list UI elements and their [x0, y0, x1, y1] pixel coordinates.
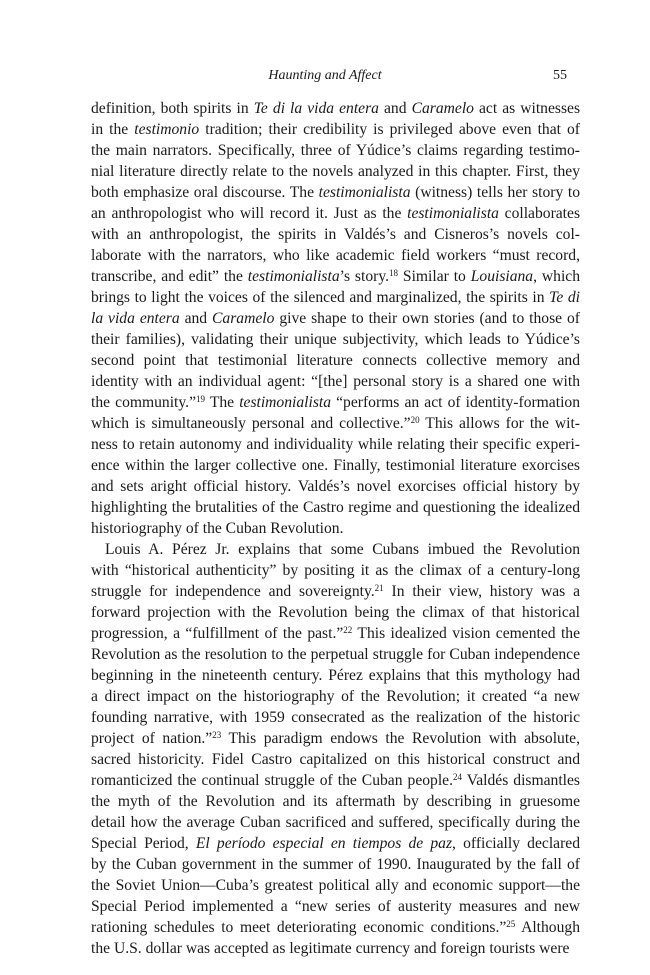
text-run: , officially declared [452, 835, 580, 852]
text-line [91, 917, 580, 938]
text-line [91, 140, 580, 161]
text-line [91, 224, 580, 245]
text-line [91, 644, 580, 665]
italic-text: Te di la vida entera [253, 100, 379, 117]
text-line [91, 518, 580, 539]
text-run: nial literature directly relate to the novels analyzed in this chapter. First, they [91, 163, 580, 180]
text-line [91, 560, 580, 581]
italic-text: la vida entera [91, 310, 180, 327]
text-run: , which [533, 268, 580, 285]
italic-text: testimonialista [407, 205, 499, 222]
italic-text: El período especial en tiempos de paz [195, 835, 453, 852]
text-run: project of nation.” [91, 730, 213, 747]
text-line [91, 308, 580, 329]
text-run: struggle for independence and sovereignty. [91, 583, 375, 600]
text-run: second point that testimonial literature connects collective memory and [91, 352, 580, 369]
footnote-ref: 22 [343, 625, 353, 636]
italic-text: Te di [549, 289, 580, 306]
text-run: the Soviet Union—Cuba’s greatest political ally and economic support—the [91, 877, 580, 894]
text-line [91, 833, 580, 854]
text-run: the U.S. dollar was accepted as legitimate currency and foreign tourists were [91, 940, 570, 957]
text-run: (witness) tells her story to [410, 184, 580, 201]
text-run: and [179, 310, 213, 327]
text-run: ’s story. [339, 268, 390, 285]
text-run: and [378, 100, 412, 117]
text-line [91, 392, 580, 413]
text-run: with “historical authenticity” by positing it as the climax of a century-long [91, 562, 580, 579]
text-line [91, 707, 580, 728]
text-run: This idealized vision cemented the [352, 625, 580, 642]
text-run: forward projection with the Revolution being the climax of that historical [91, 604, 580, 621]
text-run: beginning in the nineteenth century. Pérez explains that this mythology had [91, 667, 580, 684]
text-run: in the [91, 121, 135, 138]
text-line [91, 434, 580, 455]
text-run: Similar to [398, 268, 471, 285]
footnote-ref: 18 [389, 268, 399, 279]
text-line [91, 371, 580, 392]
text-line [91, 287, 580, 308]
text-line [91, 854, 580, 875]
italic-text: testimonialista [318, 184, 411, 201]
text-run: Revolution as the resolution to the perpetual struggle for Cuban independence [91, 646, 580, 663]
text-run: transcribe, and edit” the [91, 268, 248, 285]
text-line [91, 455, 580, 476]
text-line [91, 623, 580, 644]
text-run: with an anthropologist, the spirits in Valdés’s and Cisneros’s novels col- [91, 226, 580, 243]
text-line [91, 245, 580, 266]
text-line [91, 749, 580, 770]
text-line [91, 203, 580, 224]
text-line [91, 665, 580, 686]
text-line [91, 350, 580, 371]
text-run: progression, a “fulfillment of the past.” [91, 625, 344, 642]
text-line [91, 98, 580, 119]
text-run: This allows for the wit- [419, 415, 580, 432]
text-run: a direct impact on the historiography of the Revolution; it created “a new [91, 688, 580, 705]
footnote-ref: 23 [212, 730, 222, 741]
text-run: the community.” [91, 394, 196, 411]
running-title: Haunting and Affect [268, 68, 382, 83]
text-run: their families), validating their unique subjectivity, which leads to Yúdice’s [91, 331, 580, 348]
text-run: historiography of the Cuban Revolution. [91, 520, 344, 537]
text-line [91, 791, 580, 812]
text-line [91, 413, 580, 434]
text-run: the myth of the Revolution and its aftermath by describing in gruesome [91, 793, 580, 810]
text-line [91, 770, 580, 791]
text-run: collaborates [498, 205, 580, 222]
italic-text: testimonio [134, 121, 200, 138]
text-line [91, 329, 580, 350]
footnote-ref: 21 [374, 583, 384, 594]
text-run: ence within the larger collective one. Finally, testimonial literature exorcises [91, 457, 580, 474]
text-run: tradition; their credibility is privileged above even that of [199, 121, 580, 138]
text-run: brings to light the voices of the silenced and marginalized, the spirits in [91, 289, 550, 306]
text-run: and sets aright official history. Valdés’s novel exorcises official history by [91, 478, 580, 495]
italic-text: Caramelo [411, 100, 474, 117]
text-run: the main narrators. Specifically, three of Yúdice’s claims regarding testimo- [91, 142, 580, 159]
footnote-ref: 25 [506, 919, 516, 930]
text-run: an anthropologist who will record it. Just as the [91, 205, 408, 222]
text-line [91, 581, 580, 602]
footnote-ref: 24 [452, 772, 462, 783]
text-run: “performs an act of identity-formation [331, 394, 580, 411]
text-line [91, 812, 580, 833]
text-line [91, 161, 580, 182]
text-run: identity with an individual agent: “[the] personal story is a shared one with [91, 373, 580, 390]
text-run: which is simultaneously personal and collective.” [91, 415, 411, 432]
text-line [91, 266, 580, 287]
text-line [91, 875, 580, 896]
footnote-ref: 19 [196, 394, 205, 405]
text-run: Louis A. Pérez Jr. explains that some Cubans imbued the Revolution [105, 541, 580, 558]
italic-text: testimonialista [247, 268, 340, 285]
text-run: romanticized the continual struggle of the Cuban people. [91, 772, 453, 789]
italic-text: testimonialista [239, 394, 332, 411]
text-run: definition, both spirits in [91, 100, 254, 117]
body-text [91, 98, 580, 959]
text-line [91, 476, 580, 497]
text-line [91, 539, 580, 560]
text-run: Special Period, [91, 835, 196, 852]
text-run: founding narrative, with 1959 consecrated as the realization of the historic [91, 709, 580, 726]
italic-text: Caramelo [212, 310, 275, 327]
text-run: laborate with the narrators, who like academic field workers “must record, [91, 247, 580, 264]
text-run: highlighting the brutalities of the Castro regime and questioning the idealized [91, 499, 580, 516]
text-run: This paradigm endows the Revolution with absolute, [221, 730, 580, 747]
text-line [91, 938, 580, 959]
text-run: Valdés dismantles [461, 772, 580, 789]
text-run: Although [515, 919, 580, 936]
text-line [91, 728, 580, 749]
text-line [91, 686, 580, 707]
text-run: ness to retain autonomy and individuality while relating their specific experi- [91, 436, 580, 453]
running-head [0, 66, 650, 86]
text-run: give shape to their own stories (and to those of [274, 310, 580, 327]
text-run: by the Cuban government in the summer of 1990. Inaugurated by the fall of [91, 856, 580, 873]
text-line [91, 119, 580, 140]
text-run: act as witnesses [473, 100, 580, 117]
italic-text: Louisiana [470, 268, 534, 285]
text-run: rationing schedules to meet deteriorating economic conditions.” [91, 919, 507, 936]
text-run: Special Period implemented a “new series of austerity measures and new [91, 898, 580, 915]
text-line [91, 602, 580, 623]
footnote-ref: 20 [410, 415, 420, 426]
page-number: 55 [553, 68, 567, 83]
text-run: detail how the average Cuban sacrificed and suffered, specifically during the [91, 814, 580, 831]
text-run: sacred historicity. Fidel Castro capitalized on this historical construct and [91, 751, 580, 768]
text-line [91, 896, 580, 917]
text-run: The [205, 394, 240, 411]
text-line [91, 182, 580, 203]
text-run: both emphasize oral discourse. The [91, 184, 319, 201]
text-line [91, 497, 580, 518]
text-run: In their view, history was a [383, 583, 580, 600]
